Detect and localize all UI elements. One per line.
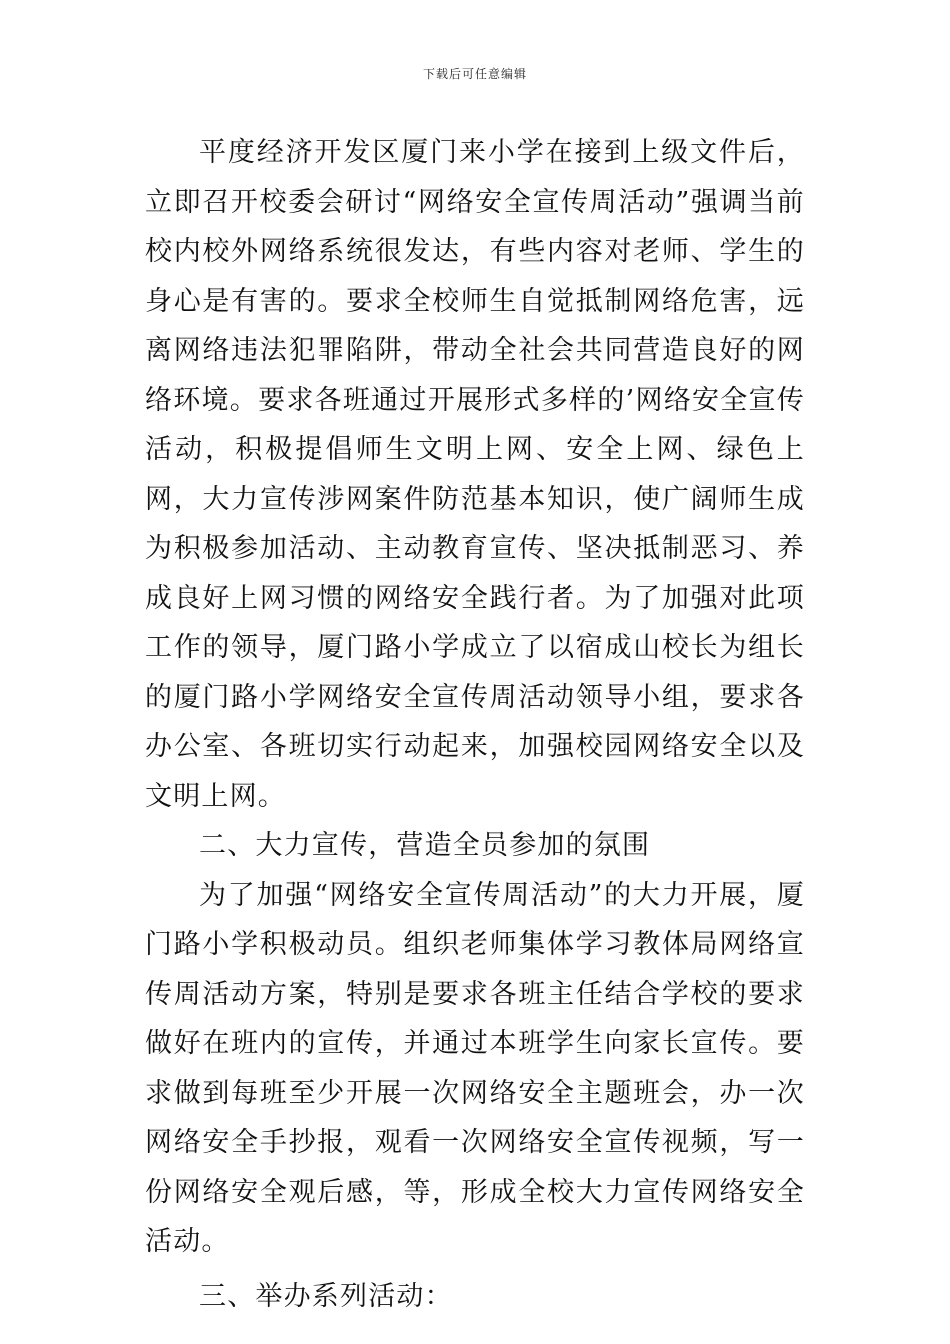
paragraph-intro: 平度经济开发区厦门来小学在接到上级文件后，立即召开校委会研讨“网络安全宣传周活动”强调当前校内校外网络系统很发达，有些内容对老师、学生的身心是有害的。要求全校师生自觉抵制网络危害，远离网络违法犯罪陷阱，带动全社会共同营造良好的网络环境。要求各班通过开展形式多样的’网络安全宣传活动，积极提倡师生文明上网、安全上网、绿色上网，大力宣传涉网案件防范基本知识，使广阔师生成为积极参加活动、主动教育宣传、坚决抵制恶习、养成良好上网习惯的网络安全践行者。为了加强对此项工作的领导，厦门路小学成立了以宿成山校长为组长的厦门路小学网络安全宣传周活动领导小组，要求各办公室、各班切实行动起来，加强校园网络安全以及文明上网。 [145, 137, 805, 812]
section-heading-3: 三、举办系列活动： [199, 1280, 453, 1312]
paragraph-publicity: 为了加强“网络安全宣传周活动”的大力开展，厦门路小学积极动员。组织老师集体学习教体局网络宣传周活动方案，特别是要求各班主任结合学校的要求做好在班内的宣传，并通过本班学生向家长宣传。要求做到每班至少开展一次网络安全主题班会，办一次网络安全手抄报，观看一次网络安全宣传视频，写一份网络安全观后感，等，形成全校大力宣传网络安全活动。 [145, 879, 805, 1257]
page-header-note: 下载后可任意编辑 [422, 67, 527, 81]
document-body [145, 128, 805, 1321]
section-heading-2: 二、大力宣传，营造全员参加的氛围 [199, 830, 651, 861]
